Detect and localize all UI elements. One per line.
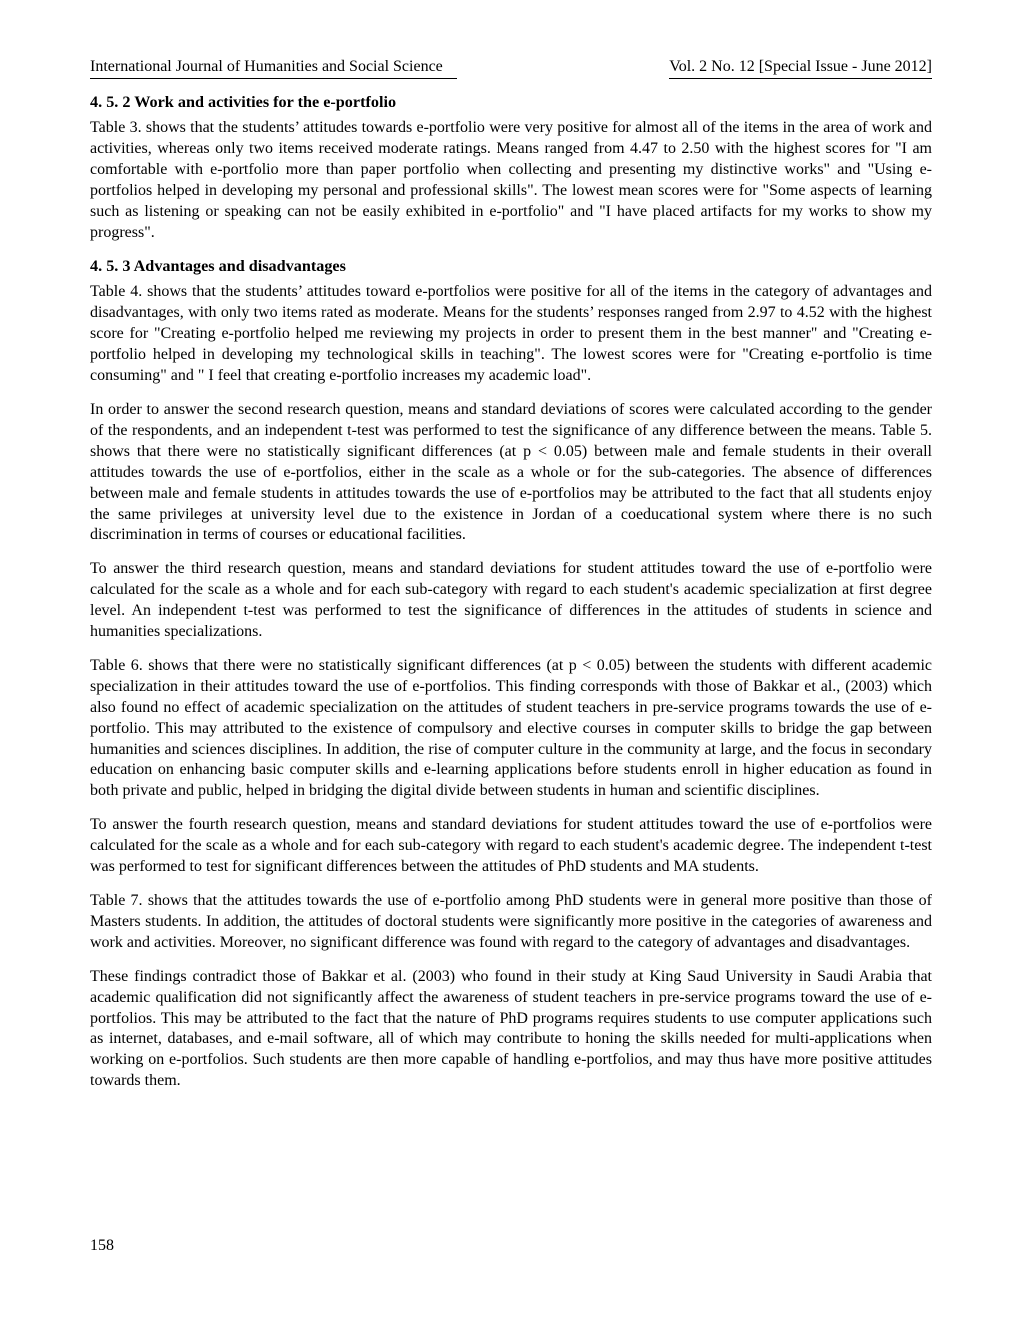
- page-number: 158: [90, 1237, 114, 1254]
- issue-info: Vol. 2 No. 12 [Special Issue - June 2012]: [669, 58, 932, 79]
- paragraph-table7: Table 7. shows that the attitudes towards the use of e-portfolio among PhD students were in general more positive than those of Masters students. In addition, the attitudes of doctoral students were significantly more positive in the categories of awareness and work and activities. Moreover, no significant difference was found with regard to the category of advantages and disadvantages.: [90, 892, 932, 951]
- journal-title: International Journal of Humanities and Social Science: [90, 58, 457, 79]
- section-heading-work-activities: 4. 5. 2 Work and activities for the e-portfolio: [90, 93, 397, 111]
- paragraph-table3: Table 3. shows that the students’ attitudes towards e-portfolio were very positive for almost all of the items in the area of work and activities, whereas only two items received moderate ratings. Means ranged from 4.47 to 2.50 with the highest scores for "I am comfortable with e-portfolio more than paper portfolio when collecting and presenting my distinctive works" and "Using e-portfolios helped in developing my personal and professional skills". The lowest mean scores were for "Some aspects of learning such as listening or speaking can not be easily exhibited in e-portfolio" and "I have placed artifacts for my works to show my progress".: [90, 119, 932, 241]
- paragraph-findings-contradict: These findings contradict those of Bakkar et al. (2003) who found in their study at King Saud University in Saudi Arabia that academic qualification did not significantly affect the awareness of student teachers in pre-service programs toward the use of e-portfolios. This may be attributed to the fact that the nature of PhD programs requires students to use computer applications such as internet, databases, and e-mail software, all of which may contribute to honing the skills needed for multi-applications when working on e-portfolios. Such students are then more capable of handling e-portfolios, and may thus have more positive attitudes towards them.: [90, 967, 932, 1090]
- page-header: [90, 58, 932, 79]
- paragraph-third-question: To answer the third research question, means and standard deviations for student attitudes toward the use of e-portfolio were calculated for the scale as a whole and for each sub-category with regard to each student's academic specialization at first degree level. An independent t-test was performed to test the significance of differences in the attitudes of students in science and humanities specializations.: [90, 560, 932, 641]
- paragraph-second-question: In order to answer the second research question, means and standard deviations of scores were calculated according to the gender of the respondents, and an independent t-test was performed to test the significance of any difference between the means. Table 5. shows that there were no statistically significant differences (at p < 0.05) between male and female students in their overall attitudes towards the use of e-portfolios, either in the scale as a whole or for the sub-categories. The absence of differences between male and female students in attitudes towards the use of e-portfolios may be attributed to the fact that all students enjoy the same privileges at university level due to the existence in Jordan of a coeducational system where there is no such discrimination in terms of courses or educational facilities.: [90, 400, 932, 544]
- section-heading-advantages-disadvantages: 4. 5. 3 Advantages and disadvantages: [90, 257, 346, 276]
- paragraph-fourth-question: To answer the fourth research question, means and standard deviations for student attitudes toward the use of e-portfolios were calculated for the scale as a whole and for each sub-category with regard to each student's academic degree. The independent t-test was performed to test for significant differences between the attitudes of PhD students and MA students.: [90, 816, 932, 876]
- paragraph-table6: Table 6. shows that there were no statistically significant differences (at p < 0.05) between the students with different academic specialization in their attitudes toward the use of e-portfolios. This finding corresponds with those of Bakkar et al., (2003) which also found no effect of academic specialization on the attitudes of student teachers in pre-service programs towards the use of e-portfolio. This may attributed to the existence of compulsory and elective courses in computer skills to bridge the gap between humanities and sciences disciplines. In addition, the rise of computer culture in the community at large, and the focus in secondary education on enhancing basic computer skills and e-learning applications before students enroll in higher education as found in both private and public, helped in bridging the digital divide between students in human and scientific disciplines.: [90, 656, 932, 800]
- paragraph-table4: Table 4. shows that the students’ attitudes toward e-portfolios were positive for all of the items in the category of advantages and disadvantages, with only two items rated as moderate. Means for the students’ responses ranged from 2.97 to 4.52 with the highest score for "Creating e-portfolio helped me reviewing my projects in order to present them in the best manner" and "Creating e-portfolio helped in developing my technological skills in teaching". The lowest scores were for "Creating e-portfolio is time consuming" and " I feel that creating e-portfolio increases my academic load".: [90, 283, 932, 385]
- page-content: [90, 58, 932, 1105]
